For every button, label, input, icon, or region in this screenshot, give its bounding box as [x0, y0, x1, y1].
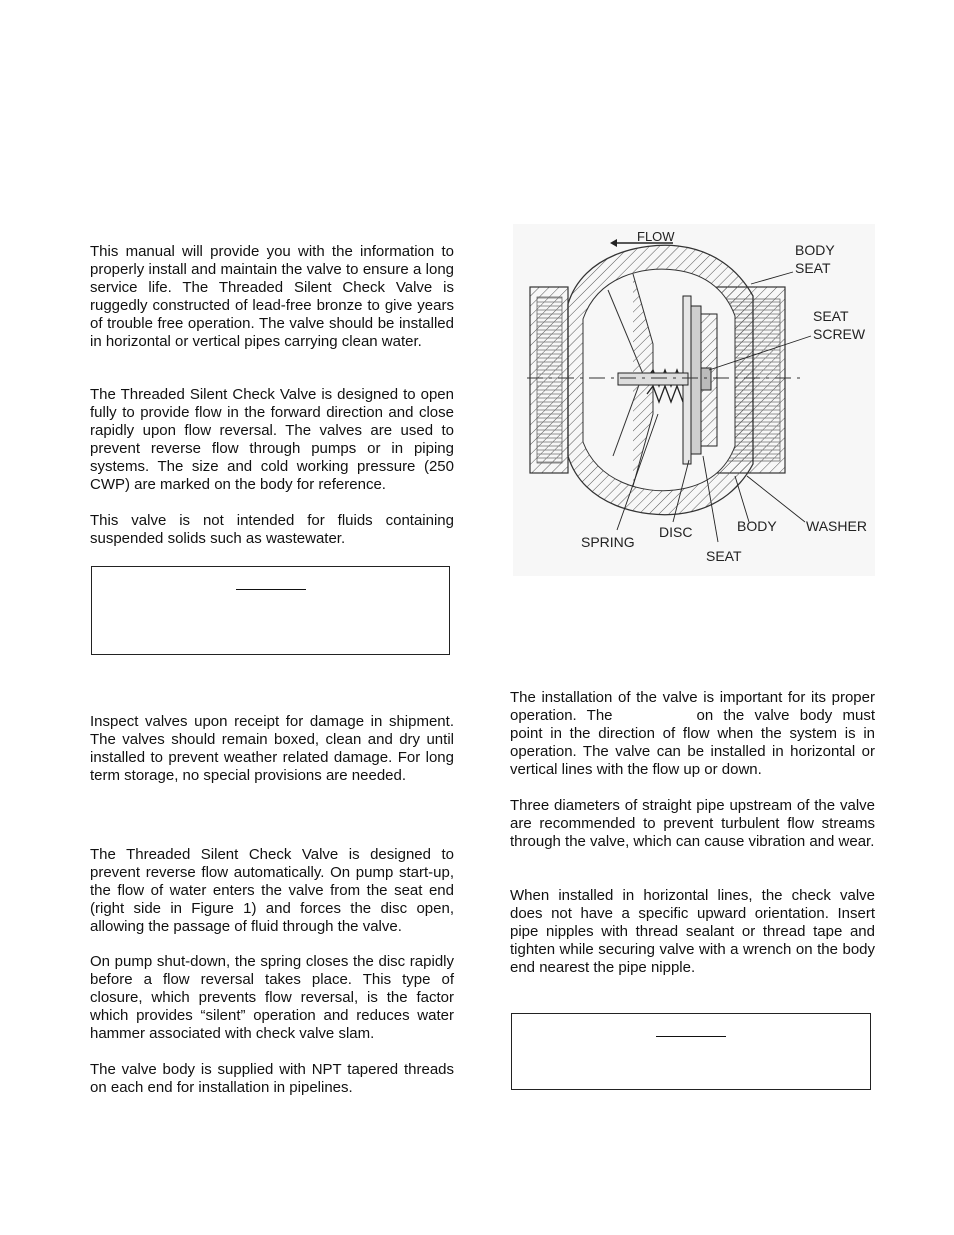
flow-label: FLOW — [637, 229, 675, 244]
caution-box-heading-rule — [656, 1036, 726, 1037]
valve-cross-section-figure — [513, 224, 875, 576]
label-body-seat-line2: SEAT — [795, 260, 831, 276]
shutdown-paragraph: On pump shut-down, the spring closes the disc rapidly before a flow reversal takes place. This type of closure, which prevents flow reversal, is the factor which provides “silent” operation and reduces water hammer associated with check valve slam. — [90, 953, 454, 1042]
label-washer: WASHER — [806, 518, 867, 534]
caution-box-left — [91, 566, 450, 655]
not-intended-paragraph: This valve is not intended for fluids containing suspended solids such as wastewater. — [90, 512, 454, 547]
design-paragraph: The Threaded Silent Check Valve is designed to open fully to provide flow in the forward direction and close rapidly upon flow reversal. The valves are used to prevent reverse flow through pumps or in piping systems. The size and cold working pressure (250 CWP) are marked on the body for reference. — [90, 386, 454, 493]
threads-paragraph: The valve body is supplied with NPT tapered threads on each end for installation in pipelines. — [90, 1061, 454, 1096]
stem — [618, 373, 688, 385]
label-spring: SPRING — [581, 534, 635, 550]
label-seat-screw-line1: SEAT — [813, 308, 849, 324]
installation-paragraph — [510, 689, 875, 779]
caution-box-heading-rule — [236, 589, 306, 590]
label-seat-screw-line2: SCREW — [813, 326, 866, 342]
straight-pipe-paragraph: Three diameters of straight pipe upstream of the valve are recommended to prevent turbulent flow streams through the valve, which can cause vibration and wear. — [510, 797, 875, 850]
label-seat: SEAT — [706, 548, 742, 564]
inspect-paragraph: Inspect valves upon receipt for damage in shipment. The valves should remain boxed, clean and dry until installed to prevent weather related damage. For long term storage, no special provisions are needed. — [90, 713, 454, 784]
intro-paragraph: This manual will provide you with the information to properly install and maintain the valve to ensure a long service life. The Threaded Silent Check Valve is ruggedly constructed of lead-free bronze to give years of trouble free operation. The valve should be installed in horizontal or vertical pipes carrying clean water. — [90, 243, 454, 350]
label-body-seat-line1: BODY — [795, 242, 835, 258]
operation-paragraph: The Threaded Silent Check Valve is designed to prevent reverse flow automatically. On pump start-up, the flow of water enters the valve from the seat end (right side in Figure 1) and forces the disc open, allowing the passage of fluid through the valve. — [90, 846, 454, 935]
left-threaded-end — [530, 287, 568, 473]
caution-box-right — [511, 1013, 871, 1090]
label-body: BODY — [737, 518, 777, 534]
installation-text-before: The installation of the valve is important for its proper operation. The — [510, 689, 875, 724]
installation-text-after: on the valve body must point in the direction of flow when the system is in operation. The valve can be installed in horizontal or vertical lines with the flow up or down. — [510, 707, 875, 778]
horizontal-install-paragraph: When installed in horizontal lines, the check valve does not have a specific upward orientation. Insert pipe nipples with thread sealant or thread tape and tighten while securing valve with a wrench on the body end nearest the pipe nipple. — [510, 887, 875, 976]
seat-screw — [701, 368, 711, 390]
label-disc: DISC — [659, 524, 693, 540]
